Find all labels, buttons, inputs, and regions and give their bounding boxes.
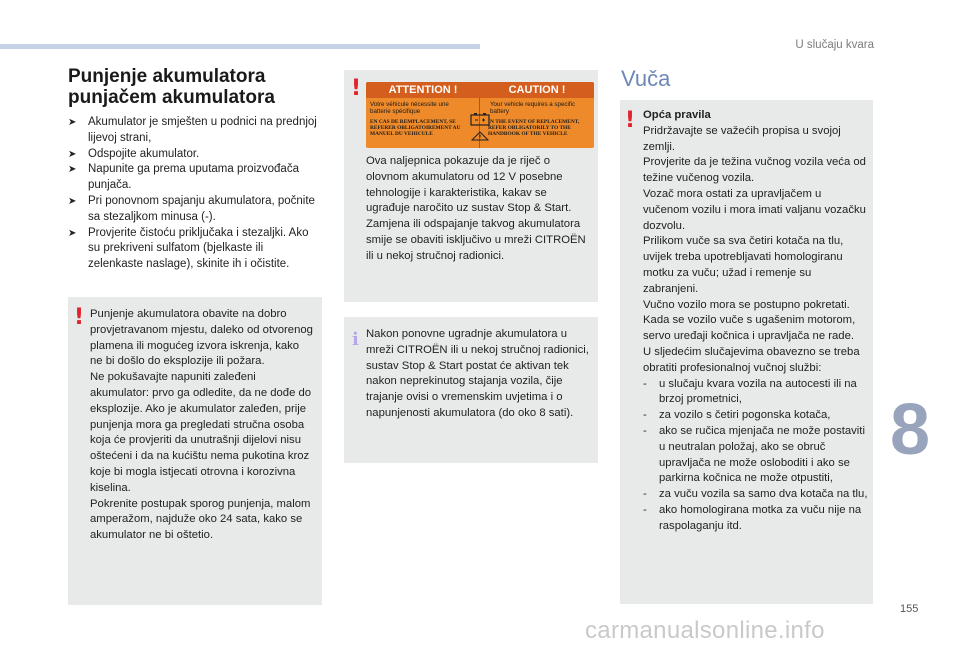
towing-paragraph: U sljedećim slučajevima obavezno se treba obratiti profesionalnoj vučnoj službi: [643,345,860,374]
dash-bullet: - [643,503,647,516]
list-item: - za vuču vozila sa samo dva kotača na tlu, [643,487,869,503]
warning-exclamation-icon: ! [351,76,362,101]
info-icon: i [352,329,359,350]
chapter-number: 8 [890,390,931,470]
towing-paragraph: Vučno vozilo mora se postupno pokretati. [643,298,850,311]
towing-title: Vuča [621,66,671,91]
arrow-bullet-icon: ➤ [68,164,77,176]
towing-rules-box [620,100,873,604]
arrow-bullet-icon: ➤ [68,117,77,128]
title-line-1: Punjenje akumulatora [68,66,266,87]
towing-paragraph: Prilikom vuče sa sva četiri kotača na tlu, uvijek treba upotrebljavati homologiranu motku za vuču; užad i remenje su zabranjeni. [643,235,844,295]
battery-charging-title [68,66,275,108]
charging-warning-box [68,297,322,605]
stop-start-info-box [344,317,598,463]
arrow-bullet-icon: ➤ [68,195,77,207]
label-attention-heading: ATTENTION ! [366,82,480,98]
label-french-subtitle: Votre véhicule nécessite une batterie spécifique [370,101,449,115]
warning-paragraph: Ne pokušavajte napuniti zaleđeni akumulator: prvo ga odledite, da ne dođe do eksplozije. Ako je akumulator zaleđen, prije punjenja mora ga pregledati stručna osoba koja će provjeriti da unutrašnji dijelovi nisu oštećeni i da na kućištu nema pukotina kroz koje bi mogla istjecati otrovna i korozivna kiselina. [90,371,312,494]
towing-subtitle: Opća pravila [643,109,711,121]
towing-paragraph: Vozač mora ostati za upravljačem u vučenom vozilu i mora imati valjanu vozačku dozvolu. [643,187,866,232]
arrow-bullet-icon: ➤ [68,148,77,160]
warning-exclamation-icon: ! [74,305,85,330]
charging-steps-list [68,115,318,273]
header-accent-bar [0,44,480,49]
dash-bullet: - [643,488,647,501]
list-item: - ako homologirana motka za vuču nije na raspolaganju itd. [643,503,862,532]
label-description: Ova naljepnica pokazuje da je riječ o olovnom akumulatoru od 12 V posebne tehnologije i karakteristika, kakav se ugrađuje naročito uz sustav Stop & Start. Zamjena ili odspajanje takvog akumulatora smije se obaviti isključivo u mreži CITROËN ili u nekoj stručnoj radionici. [366,155,586,262]
warning-exclamation-icon: ! [625,108,636,133]
page-number: 155 [900,603,919,615]
warning-paragraph: Pokrenite postupak sporog punjenja, malom amperažom, najduže oko 24 sata, kako se akumulator ne bi oštetio. [90,497,311,542]
dash-bullet: - [643,424,647,437]
label-english-subtitle: Your vehicle requires a specific battery [490,101,576,115]
list-item: ➤ Provjerite čistoću priključaka i stezaljki. Ako su prekriveni sulfatom (bjelkaste ili zelenkaste naslage), skinite ih i očistite. [68,226,309,271]
battery-caution-label [366,82,594,148]
towing-paragraph: Pridržavajte se važećih propisa u svojoj zemlji. [643,124,841,153]
dash-bullet: - [643,377,647,390]
section-title-header: U slučaju kvara [795,39,874,51]
list-item: ➤ Odspojite akumulator. [68,147,318,163]
label-english-column [480,82,594,148]
towing-paragraph: Provjerite da je težina vučnog vozila veća od težine vučenog vozila. [643,156,866,185]
label-caution-heading: CAUTION ! [480,82,594,98]
arrow-bullet-icon: ➤ [68,227,77,239]
label-english-fineprint: IN THE EVENT OF REPLACEMENT, REFER OBLIGATORILY TO THE HANDBOOK OF THE VEHICLE [488,119,580,137]
towing-cases-list [643,377,869,535]
watermark: carmanualsonline.info [585,617,825,644]
battery-icon [470,112,490,126]
warning-paragraph: Punjenje akumulatora obavite na dobro provjetravanom mjestu, daleko od otvorenog plamena ili mogućeg izvora iskrenja, kako ne bi došlo do eksplozije ili požara. [90,308,313,368]
list-item: ➤ Akumulator je smješten u podnici na prednjoj lijevoj strani, [68,116,317,144]
towing-paragraph: Kada se vozilo vuče s ugašenim motorom, servo uređaji kočnica i upravljača ne rade. [643,314,856,343]
list-item: - za vozilo s četiri pogonska kotača, [643,408,869,424]
dash-bullet: - [643,409,647,422]
label-french-column [366,82,480,148]
info-paragraph: Nakon ponovne ugradnje akumulatora u mreži CITROËN ili u nekoj stručnoj radionici, sustav Stop & Start postat će aktivan tek nakon neprekinutog stajanja vozila, čije trajanje ovisi o vremenskim uvjetima i o napunjenosti akumulatora (do oko 8 sati). [366,328,589,419]
list-item: ➤ Pri ponovnom spajanju akumulatora, počnite sa stezaljkom minusa (-). [68,194,315,223]
title-line-2: punjačem akumulatora [68,87,275,108]
label-french-fineprint: EN CAS DE REMPLACEMENT, SE REFERER OBLIGATOIREMENT AU MANUEL DU VEHICULE [370,119,461,137]
list-item: ➤ Napunite ga prema uputama proizvođača punjača. [68,163,299,192]
read-manual-icon [470,130,490,142]
list-item: - u slučaju kvara vozila na autocesti ili na brzoj prometnici, [643,377,857,406]
list-item: - ako se ručica mjenjača ne može postaviti u neutralan položaj, ako se obruč upravljača ne može osloboditi i ako se parkirna kočnica ne može otpustiti, [643,424,865,485]
